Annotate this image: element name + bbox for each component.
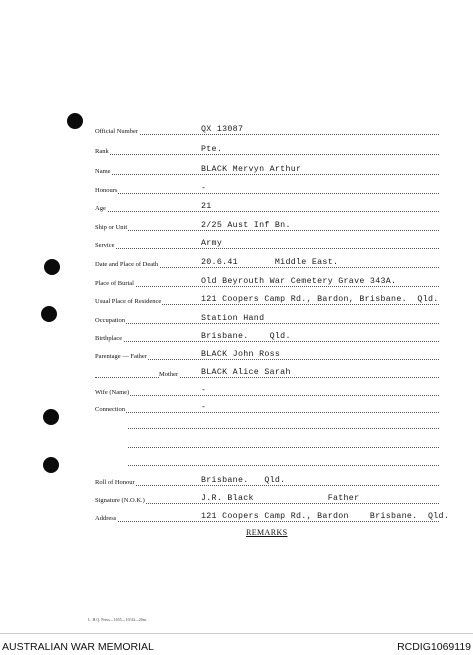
field-address: [95, 510, 450, 524]
field-label: Name: [95, 168, 111, 175]
field-honours: [95, 182, 439, 196]
punch-hole: [43, 409, 59, 425]
field-value: Army: [201, 239, 223, 248]
blank-line: [128, 446, 439, 448]
field-value: -: [201, 386, 207, 395]
field-value: 121 Coopers Camp Rd., Bardon Brisbane. Qld.: [201, 512, 450, 521]
punch-hole: [41, 306, 57, 322]
field-value: Station Hand: [201, 314, 265, 323]
remarks-heading: REMARKS: [246, 528, 288, 537]
field-value: BLACK Alice Sarah: [201, 368, 291, 377]
field-label: Occupation: [95, 317, 125, 324]
field-usual-residence: [95, 293, 439, 307]
printer-imprint: L. H.Q. Press—1655—10/44—20m.: [88, 617, 147, 622]
field-roll-of-honour: [95, 474, 439, 488]
field-label: Mother: [159, 371, 179, 378]
field-label: Roll of Honour: [95, 479, 135, 486]
field-label: Age: [95, 205, 106, 212]
field-label: Ship or Unit: [95, 224, 128, 231]
punch-hole: [44, 259, 60, 275]
field-label: Usual Place of Residence: [95, 298, 162, 305]
punch-hole: [43, 457, 59, 473]
field-age: [95, 200, 439, 214]
field-value: 2/25 Aust Inf Bn.: [201, 221, 291, 230]
blank-line: [128, 427, 439, 429]
field-value: J.R. Black Father: [201, 494, 360, 503]
field-value: Brisbane. Qld.: [201, 332, 291, 341]
field-value: 20.6.41 Middle East.: [201, 258, 339, 267]
punch-hole: [67, 113, 83, 129]
field-label: Birthplace: [95, 335, 123, 342]
field-occupation: [95, 312, 439, 326]
field-value: BLACK John Ross: [201, 350, 281, 359]
field-place-of-burial: [95, 275, 439, 289]
field-date-place-of-death: [95, 256, 439, 270]
field-label: Honours: [95, 187, 118, 194]
field-value: -: [201, 184, 207, 193]
field-value: Pte.: [201, 145, 223, 154]
field-label: Signature (N.O.K.): [95, 497, 145, 504]
field-value: BLACK Mervyn Arthur: [201, 165, 302, 174]
field-value: -: [201, 403, 207, 412]
field-label: Rank: [95, 148, 109, 155]
field-ship-or-unit: [95, 219, 439, 233]
field-parentage-mother: [95, 366, 439, 380]
field-label: Service: [95, 242, 115, 249]
field-connection: [95, 401, 439, 415]
archive-footer: [0, 633, 473, 655]
field-birthplace: [95, 330, 439, 344]
field-service: [95, 237, 439, 251]
field-name: [95, 163, 439, 177]
field-label: Place of Burial: [95, 280, 134, 287]
field-label: Wife (Name): [95, 389, 130, 396]
field-value: Old Beyrouth War Cemetery Grave 343A.: [201, 277, 397, 286]
field-value: Brisbane. Qld.: [201, 476, 286, 485]
field-label: Address: [95, 515, 117, 522]
field-value: QX 13087: [201, 125, 244, 134]
footer-institution: AUSTRALIAN WAR MEMORIAL: [2, 641, 154, 653]
field-rank: [95, 143, 439, 157]
field-official-number: [95, 123, 439, 137]
field-value: 121 Coopers Camp Rd., Bardon, Brisbane. Qld.: [201, 295, 439, 304]
field-wife: [95, 384, 439, 398]
field-label: Parentage — Father: [95, 353, 147, 360]
field-label: Date and Place of Death: [95, 261, 159, 268]
field-parentage-father: [95, 348, 439, 362]
field-label: Official Number: [95, 128, 139, 135]
field-label: Connection: [95, 406, 125, 413]
field-signature-nok: [95, 492, 439, 506]
field-value: 21: [201, 202, 212, 211]
footer-record-id: RCDIG1069119: [397, 641, 471, 653]
blank-line: [128, 464, 439, 466]
